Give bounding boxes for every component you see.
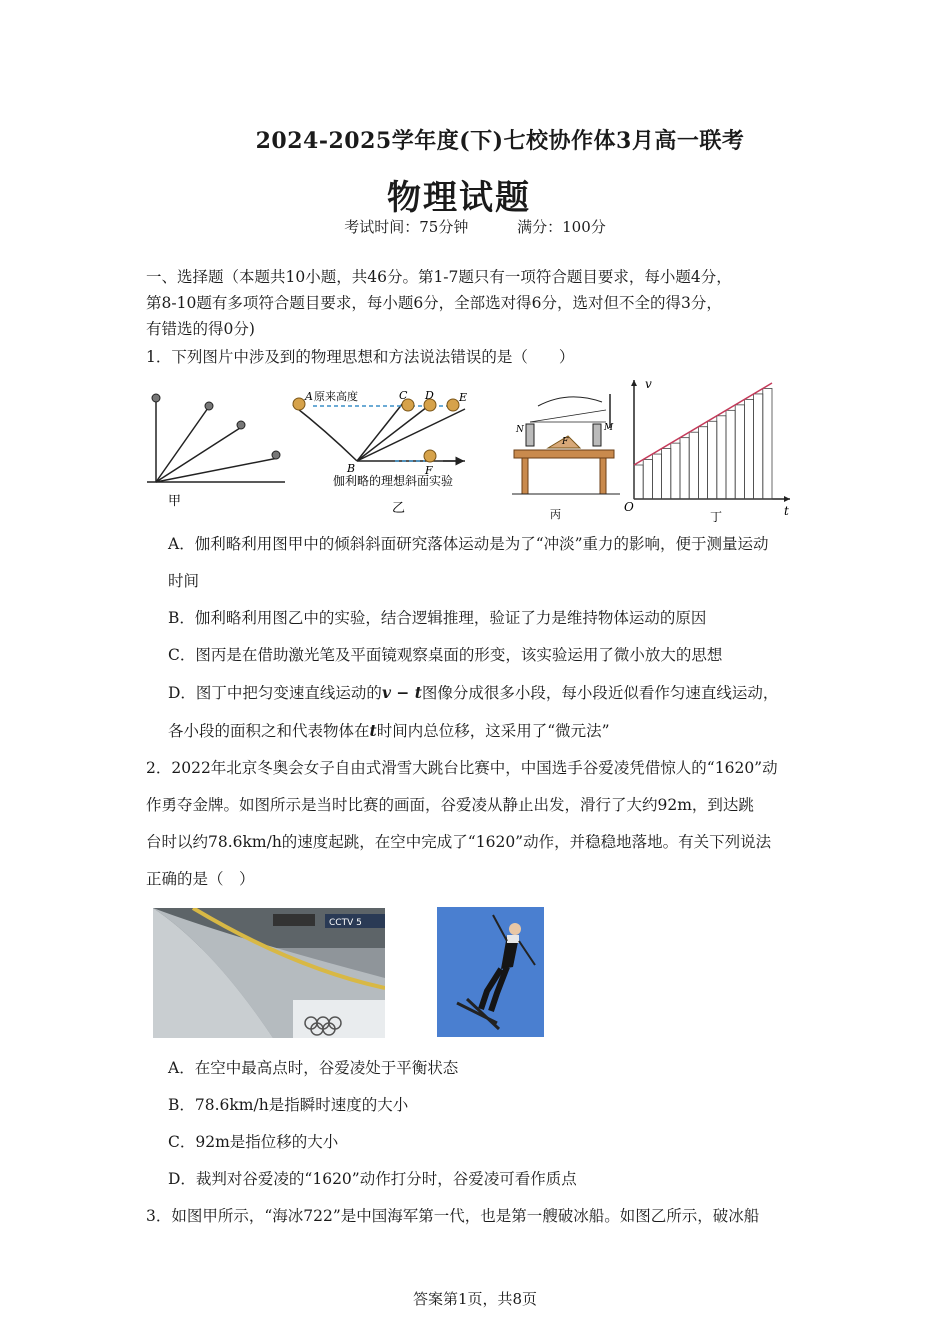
- q3-stem: 3．如图甲所示，“海冰722”是中国海军第一代，也是第一艘破冰船。如图乙所示，破冰船: [146, 1207, 760, 1225]
- q2-stem-line-3: 台时以约78.6km/h的速度起跳，在空中完成了“1620”动作，并稳稳地落地。有关下列说法: [146, 833, 772, 851]
- label-b: B: [347, 462, 356, 475]
- label-c: C: [399, 389, 408, 402]
- vt-strip: [698, 427, 707, 499]
- label-orig-height: 原来高度: [314, 390, 358, 403]
- exam-meta: [0, 216, 950, 237]
- t-symbol: t: [369, 721, 377, 740]
- section-intro: [146, 264, 812, 342]
- vt-strip: [643, 460, 652, 499]
- figure-caption: 伽利略的理想斜面实验: [333, 474, 454, 488]
- vt-strip: [754, 394, 763, 499]
- vt-strip: [680, 438, 689, 499]
- q1-option-d-part-4: 时间内总位移，这采用了“微元法”: [376, 722, 610, 740]
- section-intro-line-3: 有错选的得0分): [146, 320, 255, 338]
- vt-strip: [662, 449, 671, 499]
- q1-option-c: C．图丙是在借助激光笔及平面镜观察桌面的形变，该实验运用了微小放大的思想: [168, 646, 723, 664]
- figure-jia: [140, 388, 290, 513]
- vt-strip: [763, 388, 772, 499]
- label-f: F: [425, 464, 433, 477]
- q1-stem: 1．下列图片中涉及到的物理思想和方法说法错误的是（ ）: [146, 348, 575, 366]
- vt-strip: [726, 410, 735, 499]
- vt-strip: [744, 399, 753, 499]
- label-bing: 丙: [550, 508, 561, 521]
- q1-option-a-line-1: A．伽利略利用图甲中的倾斜斜面研究落体运动是为了“冲淡”重力的影响，便于测量运动: [168, 535, 769, 553]
- q2-option-a: A．在空中最高点时，谷爱凌处于平衡状态: [168, 1059, 459, 1077]
- photo-big-air-ramp: [153, 908, 385, 1038]
- q1-option-d-part-1: D．图丁中把匀变速直线运动的: [168, 684, 382, 702]
- vt-strip: [689, 432, 698, 499]
- page-footer: 答案第1页，共8页: [412, 1290, 538, 1308]
- exam-time: 考试时间：75分钟: [344, 218, 469, 236]
- label-yi: 乙: [392, 501, 406, 516]
- label-ding: 丁: [710, 510, 723, 524]
- vt-strip: [717, 416, 726, 499]
- label-n: N: [516, 425, 524, 435]
- section-intro-line-2: 第8-10题有多项符合题目要求，每小题6分，全部选对得6分，选对但不全的得3分，: [146, 294, 722, 312]
- vt-strip: [634, 465, 643, 499]
- axis-t: t: [784, 504, 789, 518]
- label-force: F: [562, 437, 569, 447]
- vt-strip: [671, 443, 680, 499]
- q1-option-a-line-2: 时间: [168, 572, 200, 590]
- q2-stem-line-2: 作勇夺金牌。如图所示是当时比赛的画面，谷爱凌从静止出发，滑行了大约92m，到达跳: [146, 796, 754, 814]
- exam-title: 2024-2025学年度(下)七校协作体3月高一联考: [255, 128, 745, 154]
- axis-v: v: [645, 377, 652, 391]
- section-intro-line-1: 一、选择题（本题共10小题，共46分。第1-7题只有一项符合题目要求，每小题4分，: [146, 268, 732, 286]
- q2-stem-line-1: 2．2022年北京冬奥会女子自由式滑雪大跳台比赛中，中国选手谷爱凌凭借惊人的“1620”动: [146, 759, 778, 777]
- label-d: D: [425, 389, 434, 402]
- q2-stem-line-4: 正确的是（ ）: [146, 870, 255, 888]
- vt-strip: [735, 405, 744, 499]
- vt-symbol: v − t: [381, 683, 422, 702]
- subject-title: 物理试题: [387, 178, 531, 218]
- q1-options: [168, 526, 818, 750]
- label-e: E: [459, 391, 468, 404]
- q1-option-d-line-1: [168, 674, 818, 712]
- vt-strip: [652, 454, 661, 499]
- q1-option-b: B．伽利略利用图乙中的实验，结合逻辑推理，验证了力是维持物体运动的原因: [168, 609, 707, 627]
- label-m: M: [604, 423, 614, 433]
- figure-ding: [620, 375, 800, 525]
- q2-option-d: D．裁判对谷爱凌的“1620”动作打分时，谷爱凌可看作质点: [168, 1170, 577, 1188]
- photo-skier-midair: [437, 907, 544, 1037]
- q1-option-d-line-2: [168, 712, 818, 750]
- q2-options: [168, 1050, 818, 1198]
- label-a: A: [305, 390, 313, 403]
- q1-option-d-part-2: 图像分成很多小段，每小段近似看作匀速直线运动，: [421, 684, 779, 702]
- label-jia: 甲: [168, 494, 182, 509]
- origin-o: O: [624, 500, 634, 514]
- q2-stem: [146, 750, 812, 898]
- tv-logo: CCTV 5: [329, 918, 362, 928]
- q2-option-c: C．92m是指位移的大小: [168, 1133, 339, 1151]
- vt-strip: [708, 421, 717, 499]
- figure-yi: [285, 385, 485, 520]
- q2-option-b: B．78.6km/h是指瞬时速度的大小: [168, 1096, 409, 1114]
- figure-bing: [508, 388, 626, 523]
- q1-option-d-part-3: 各小段的面积之和代表物体在: [168, 722, 370, 740]
- exam-score: 满分：100分: [517, 218, 606, 236]
